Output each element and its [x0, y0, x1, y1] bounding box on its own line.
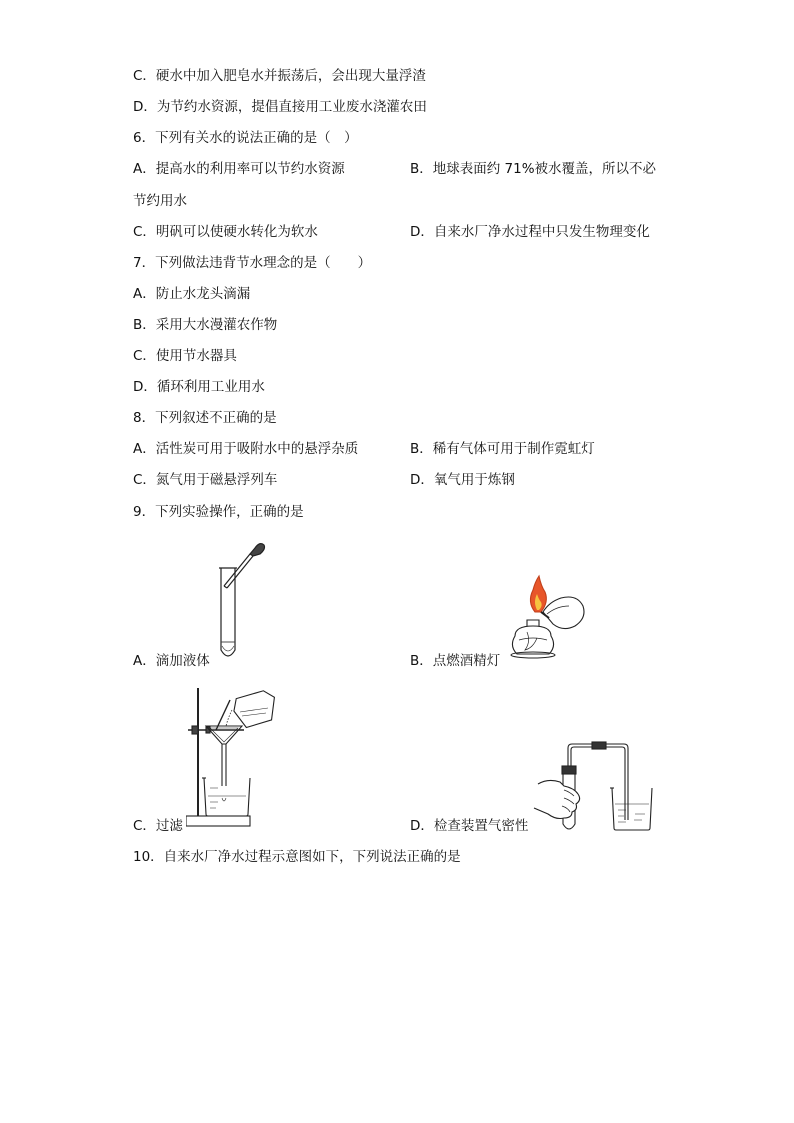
q9-option-a: A．滴加液体 [133, 653, 210, 669]
q6-option-b: B．地球表面约 71%被水覆盖，所以不必 [410, 161, 657, 177]
q9-option-d: D．检查装置气密性 [410, 818, 529, 834]
q7-option-d: D．循环利用工业用水 [133, 379, 265, 395]
q10-stem: 10．自来水厂净水过程示意图如下，下列说法正确的是 [133, 849, 461, 865]
q6-option-c: C．明矾可以使硬水转化为软水 [133, 224, 318, 240]
q5-option-c: C．硬水中加入肥皂水并振荡后，会出现大量浮渣 [133, 68, 426, 84]
filtration-apparatus-icon [186, 686, 284, 832]
q7-option-c: C．使用节水器具 [133, 348, 237, 364]
q8-option-b: B．稀有气体可用于制作霓虹灯 [410, 441, 595, 457]
q6-stem: 6．下列有关水的说法正确的是（ ） [133, 130, 358, 146]
q8-option-d: D．氧气用于炼钢 [410, 472, 515, 488]
q6-option-b-continued: 节约用水 [133, 193, 187, 209]
q7-stem: 7．下列做法违背节水理念的是（ ） [133, 255, 372, 271]
dropper-test-tube-icon [200, 538, 270, 664]
q8-option-a: A．活性炭可用于吸附水中的悬浮杂质 [133, 441, 359, 457]
airtightness-check-icon [530, 738, 664, 834]
q9-stem: 9．下列实验操作，正确的是 [133, 504, 304, 520]
q7-option-a: A．防止水龙头滴漏 [133, 286, 251, 302]
q5-option-d: D．为节约水资源，提倡直接用工业废水浇灌农田 [133, 99, 427, 115]
alcohol-lamp-lighting-icon [497, 572, 587, 668]
q8-stem: 8．下列叙述不正确的是 [133, 410, 277, 426]
q7-option-b: B．采用大水漫灌农作物 [133, 317, 278, 333]
q6-option-d: D．自来水厂净水过程中只发生物理变化 [410, 224, 650, 240]
q8-option-c: C．氮气用于磁悬浮列车 [133, 472, 278, 488]
q6-option-a: A．提高水的利用率可以节约水资源 [133, 161, 345, 177]
q9-option-c: C．过滤 [133, 818, 183, 834]
q9-option-b: B．点燃酒精灯 [410, 653, 501, 669]
